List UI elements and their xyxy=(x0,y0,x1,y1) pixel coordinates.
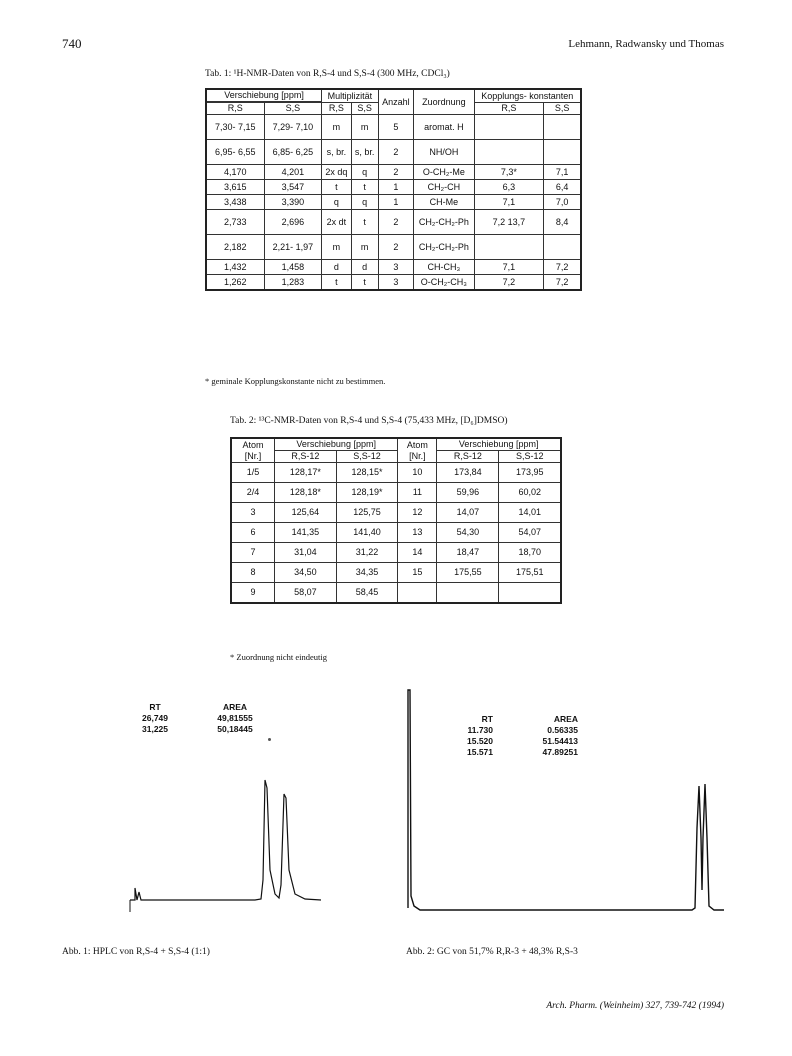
running-head: Lehmann, Radwansky und Thomas xyxy=(568,38,724,50)
t1-cell: t xyxy=(322,275,352,291)
t1-cell: 7,29- 7,10 xyxy=(264,115,322,140)
t2-cell: 3 xyxy=(231,503,275,523)
journal-reference: Arch. Pharm. (Weinheim) 327, 739-742 (1994) xyxy=(546,1001,724,1011)
fig2-trace xyxy=(408,690,724,910)
t2-cell: 7 xyxy=(231,543,275,563)
t2-cell: 173,84 xyxy=(437,463,499,483)
t2-cell: 128,18* xyxy=(275,483,337,503)
t1-cell: 3 xyxy=(378,275,414,291)
fig1-chromatogram xyxy=(125,760,335,920)
t1-cell: 6,85- 6,25 xyxy=(264,140,322,165)
t1-cell: m xyxy=(351,115,378,140)
t2-cell: 128,17* xyxy=(275,463,337,483)
t1-head-shift: Verschiebung [ppm] xyxy=(206,89,322,102)
t2-cell: 12 xyxy=(398,503,437,523)
t1-row xyxy=(206,210,581,235)
t1-cell xyxy=(474,140,544,165)
t2-cell: 14,07 xyxy=(437,503,499,523)
t1-cell: 4,201 xyxy=(264,165,322,180)
t2-cell xyxy=(398,583,437,604)
t1-cell: 7,3* xyxy=(474,165,544,180)
figure1-caption: Abb. 1: HPLC von R,S-4 + S,S-4 (1:1) xyxy=(62,947,210,957)
t2-cell: 10 xyxy=(398,463,437,483)
t2-cell: 34,50 xyxy=(275,563,337,583)
fig1-area-1: 49,81555 xyxy=(217,713,253,723)
t2-head-ss12-left: S,S-12 xyxy=(336,451,398,463)
figure2-caption: Abb. 2: GC von 51,7% R,R-3 + 48,3% R,S-3 xyxy=(406,947,578,957)
t1-cell: 6,3 xyxy=(474,180,544,195)
t1-cell: 3,547 xyxy=(264,180,322,195)
t2-head-atom-left: Atom [Nr.] xyxy=(231,438,275,463)
t2-head-shift-left: Verschiebung [ppm] xyxy=(275,438,398,451)
t1-cell: m xyxy=(351,235,378,260)
t2-head-rs12-right: R,S-12 xyxy=(437,451,499,463)
t1-head-mult-ss: S,S xyxy=(351,103,378,115)
t1-row xyxy=(206,140,581,165)
fig1-rt-header: RT xyxy=(149,702,161,712)
t1-cell: O-CH₂-Me xyxy=(414,165,474,180)
t1-head-assign: Zuordnung xyxy=(414,89,474,115)
t1-cell: t xyxy=(322,180,352,195)
t1-cell: 7,30- 7,15 xyxy=(206,115,264,140)
t2-cell: 13 xyxy=(398,523,437,543)
t1-cell: 2 xyxy=(378,140,414,165)
table1-footnote: * geminale Kopplungskonstante nicht zu bestimmen. xyxy=(205,376,386,386)
t1-cell: q xyxy=(351,165,378,180)
t1-cell: t xyxy=(351,180,378,195)
t2-cell: 59,96 xyxy=(437,483,499,503)
fig2-area-2: 51.54413 xyxy=(542,736,578,746)
t2-cell: 54,07 xyxy=(499,523,561,543)
table1 xyxy=(205,88,582,291)
t1-cell: 2,733 xyxy=(206,210,264,235)
t2-cell: 175,51 xyxy=(499,563,561,583)
t1-cell: NH/OH xyxy=(414,140,474,165)
t1-cell: 7,0 xyxy=(544,195,581,210)
t1-head-mult: Multiplizität xyxy=(322,89,378,103)
t2-cell: 9 xyxy=(231,583,275,604)
t2-cell: 31,04 xyxy=(275,543,337,563)
t2-cell: 6 xyxy=(231,523,275,543)
t1-cell: 6,95- 6,55 xyxy=(206,140,264,165)
t1-cell: 2 xyxy=(378,165,414,180)
t2-cell: 141,35 xyxy=(275,523,337,543)
t1-cell: 7,1 xyxy=(544,165,581,180)
fig2-rt-1: 11.730 xyxy=(467,725,493,735)
t2-row xyxy=(231,503,561,523)
t1-cell: 7,2 xyxy=(544,275,581,291)
t1-cell: O-CH₂-CH₃ xyxy=(414,275,474,291)
t1-row xyxy=(206,195,581,210)
fig1-peak-table xyxy=(120,702,280,735)
t2-head-rs12-left: R,S-12 xyxy=(275,451,337,463)
t2-row xyxy=(231,483,561,503)
fig1-dot xyxy=(268,738,271,741)
t1-cell: CH₂-CH₂-Ph xyxy=(414,235,474,260)
t1-cell xyxy=(544,140,581,165)
table2-footnote: * Zuordnung nicht eindeutig xyxy=(230,652,328,662)
t1-cell: 2 xyxy=(378,210,414,235)
t2-row xyxy=(231,543,561,563)
t2-cell: 128,19* xyxy=(336,483,398,503)
t1-cell: 2x dq xyxy=(322,165,352,180)
t1-head-coupling: Kopplungs- konstanten xyxy=(474,89,581,103)
t1-cell: t xyxy=(351,275,378,291)
t1-cell: 3,390 xyxy=(264,195,322,210)
table2 xyxy=(230,437,562,604)
t1-cell: 1 xyxy=(378,180,414,195)
t1-head-count: Anzahl xyxy=(378,89,414,115)
t2-cell: 54,30 xyxy=(437,523,499,543)
t1-cell: CH₂-CH₂-Ph xyxy=(414,210,474,235)
t1-cell: d xyxy=(351,260,378,275)
fig2-chromatogram xyxy=(402,688,732,918)
t1-cell: m xyxy=(322,235,352,260)
t2-cell: 175,55 xyxy=(437,563,499,583)
t2-cell: 125,64 xyxy=(275,503,337,523)
t1-head-ss: S,S xyxy=(264,103,322,115)
t1-cell: 1,283 xyxy=(264,275,322,291)
t1-cell xyxy=(474,235,544,260)
t1-cell: 7,1 xyxy=(474,260,544,275)
t2-row xyxy=(231,563,561,583)
t1-head-coup-ss: S,S xyxy=(544,103,581,115)
t1-cell: 6,4 xyxy=(544,180,581,195)
t2-cell: 8 xyxy=(231,563,275,583)
t2-cell: 141,40 xyxy=(336,523,398,543)
table2-caption: Tab. 2: ¹³C-NMR-Daten von R,S-4 und S,S-4 (75,433 MHz, [D₆]DMSO) xyxy=(230,416,508,426)
t2-cell: 60,02 xyxy=(499,483,561,503)
t1-cell: s, br. xyxy=(322,140,352,165)
t2-cell: 125,75 xyxy=(336,503,398,523)
t1-cell: 3,438 xyxy=(206,195,264,210)
fig2-rt-2: 15.520 xyxy=(467,736,493,746)
t1-cell: d xyxy=(322,260,352,275)
t1-cell: 3 xyxy=(378,260,414,275)
t2-row xyxy=(231,583,561,604)
t1-cell: 7,1 xyxy=(474,195,544,210)
t1-cell: q xyxy=(322,195,352,210)
t1-cell: 2 xyxy=(378,235,414,260)
t2-cell: 11 xyxy=(398,483,437,503)
t1-cell: 7,2 13,7 xyxy=(474,210,544,235)
fig2-area-1: 0.56335 xyxy=(547,725,578,735)
t1-cell: 3,615 xyxy=(206,180,264,195)
t1-cell: s, br. xyxy=(351,140,378,165)
t2-cell: 14 xyxy=(398,543,437,563)
fig1-rt-2: 31,225 xyxy=(142,724,168,734)
t1-head-coup-rs: R,S xyxy=(474,103,544,115)
t1-cell: 1,262 xyxy=(206,275,264,291)
t2-cell: 18,47 xyxy=(437,543,499,563)
t1-cell: q xyxy=(351,195,378,210)
t1-row xyxy=(206,275,581,291)
t1-cell: 1,432 xyxy=(206,260,264,275)
t1-cell xyxy=(544,235,581,260)
t1-cell: CH-Me xyxy=(414,195,474,210)
t1-cell: 2,696 xyxy=(264,210,322,235)
t1-head-rs: R,S xyxy=(206,103,264,115)
fig2-area-3: 47.89251 xyxy=(542,747,578,757)
t1-cell: 7,2 xyxy=(474,275,544,291)
t1-cell: 5 xyxy=(378,115,414,140)
t1-cell: 4,170 xyxy=(206,165,264,180)
t2-cell: 18,70 xyxy=(499,543,561,563)
t2-row xyxy=(231,463,561,483)
t1-cell: CH-CH₃ xyxy=(414,260,474,275)
t1-row xyxy=(206,165,581,180)
t2-cell: 34,35 xyxy=(336,563,398,583)
t1-row xyxy=(206,180,581,195)
fig1-rt-1: 26,749 xyxy=(142,713,168,723)
t1-cell: t xyxy=(351,210,378,235)
t2-head-atom-right: Atom [Nr.] xyxy=(398,438,437,463)
t2-cell: 58,45 xyxy=(336,583,398,604)
t2-cell xyxy=(437,583,499,604)
t1-row xyxy=(206,235,581,260)
t1-cell: 2x dt xyxy=(322,210,352,235)
t1-cell: 2,21- 1,97 xyxy=(264,235,322,260)
fig1-trace xyxy=(130,780,321,900)
t2-cell: 31,22 xyxy=(336,543,398,563)
t2-row xyxy=(231,523,561,543)
t2-cell xyxy=(499,583,561,604)
t1-cell: m xyxy=(322,115,352,140)
t2-cell: 173,95 xyxy=(499,463,561,483)
t1-cell xyxy=(544,115,581,140)
t1-cell: 8,4 xyxy=(544,210,581,235)
t2-cell: 15 xyxy=(398,563,437,583)
fig1-area-header: AREA xyxy=(222,702,248,712)
t1-cell: aromat. H xyxy=(414,115,474,140)
fig2-area-header: AREA xyxy=(553,714,578,724)
t2-cell: 2/4 xyxy=(231,483,275,503)
t1-cell: CH₂-CH xyxy=(414,180,474,195)
t1-row xyxy=(206,260,581,275)
t2-cell: 1/5 xyxy=(231,463,275,483)
t2-cell: 128,15* xyxy=(336,463,398,483)
t1-head-mult-rs: R,S xyxy=(322,103,352,115)
fig2-rt-header: RT xyxy=(481,714,493,724)
fig2-rt-3: 15.571 xyxy=(467,747,493,757)
t1-cell: 1,458 xyxy=(264,260,322,275)
page-number: 740 xyxy=(62,36,82,51)
fig1-area-2: 50,18445 xyxy=(217,724,253,734)
t2-head-shift-right: Verschiebung [ppm] xyxy=(437,438,561,451)
t1-cell: 2,182 xyxy=(206,235,264,260)
t1-cell: 1 xyxy=(378,195,414,210)
t1-cell xyxy=(474,115,544,140)
t2-cell: 58,07 xyxy=(275,583,337,604)
t2-head-ss12-right: S,S-12 xyxy=(499,451,561,463)
t1-row xyxy=(206,115,581,140)
t2-cell: 14,01 xyxy=(499,503,561,523)
table1-caption: Tab. 1: ¹H-NMR-Daten von R,S-4 und S,S-4 (300 MHz, CDCl₃) xyxy=(205,69,450,79)
t1-cell: 7,2 xyxy=(544,260,581,275)
